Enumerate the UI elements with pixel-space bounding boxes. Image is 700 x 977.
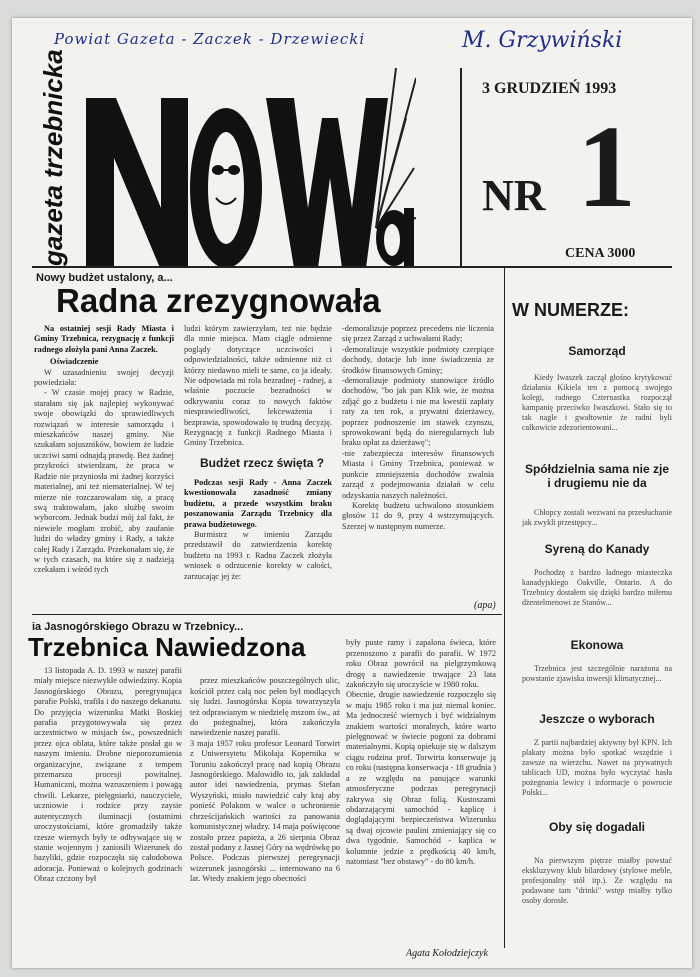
- sidebar-item-title: Oby się dogadali: [548, 820, 646, 834]
- sidebar-item-text: Z partii najbardziej aktywny był KPN. Ich plakaty można było spotkać wszędzie i zawsze na wierzchu. Nawet na prywatnych tablicach UD, można było wyczytać hasła pożegnania lewicy i informacje o powrocie Polski...: [522, 738, 672, 797]
- article1-paragraph: - W czasie mojej pracy w Radzie, starałam się jak najlepiej wykonywać swoje obowiązki do sprawiedliwych rozwiązań w interesie samorządu i mieszkańców naszej gminy. Nie szukałam sojuszników, bowiem że ludzie uczciwi sami odnajdą prawdę. Bez żadnej przykrości stwierdzam, że praca w Radzie nie przyniosła mi żadnej korzyści materialnej, ani też niematerialnej. W tej mierze nie rozczarowałam się, a pracę swą traktowałam, jako służbę swoim wyborcom. Jednak budzi mój żal fakt, że niewiele mogłam zrobić, aby zaufanie ludzi do władzy gminy i Rady, a także całej Rady i Zarządu. Przekonałam się, że w tych czasach, na które się z nadzieją czekałam i wśród tych: [34, 388, 174, 575]
- handwritten-note-left: Powiat Gazeta - Zaczek - Drzewiecki: [54, 30, 366, 48]
- handwritten-signature-right: M. Grzywiński: [462, 28, 623, 53]
- article2-paragraph: 13 listopada A. D. 1993 w naszej parafii miały miejsce niezwykłe odwiedziny. Kopia Jasnogórskiego Obrazu, peregrynująca parafie Polski, trafiła i do naszego dekanatu. Do przyjęcia wizerunku Matki Boskiej parafia przygotowywała się przez uczestnictwo w misjach św., powszednich przez ojca oblata, które także posłał go w naszym imieniu. Drobne nieporozumienia organizacyjne, związane z tempem przemarszu procesji powitalnej. Humaniczni, można wzruszeniem i powagą chwili. Lekarze, pielęgniarki, nauczyciele, uczniowie i rodzice przy zaysie autentycznych iluminacji (ostatnimi uroczystościami, które gromadziły także rzesze wiernych były te odbywające się w stanie wojennym ) zaniosili Wizerunek do bazyliki, gdzie rozpoczęła się całodobowa adoracja. Ponieważ o kolejnych godzinach Obraz czczony był: [34, 666, 182, 884]
- nowa-logo: [76, 58, 416, 288]
- article1-paragraph: -nie zabezpiecza interesów finansowych Miasta i Gminy Trzebnica, ponieważ w punkcie zmniejszenia dochodów zwalnia zarząd z podejmowania działań w celu odzyskania naszych należności.: [342, 448, 494, 500]
- sidebar-heading: W NUMERZE:: [512, 300, 629, 320]
- article1-signature: (apa): [474, 600, 496, 611]
- article1-column-1: [34, 324, 174, 594]
- sidebar-item-title: Syreną do Kanady: [544, 542, 650, 556]
- article2-paragraph: przez mieszkańców poszczególnych ulic, kościół przez całą noc pełen był modlących się ludzi. Jasnogórska Kopia towarzyszyła też odprawianym w niedzielę mszom św., aż do pożegnalnej, która zakończyła nawiedzenie naszej parafii. 3 maja 1957 roku profesor Leonard Torwirt z Uniwersytetu Mikołaja Kopernika w Toruniu zakończył pracę nad kopią Obrazu Jasnogórskiego. Malowidło to, jak zakładał autor idei nawiedzenia, prymas Stefan Wyszyński, miało nawiedzić cały kraj aby ponieść Polakom w walce o uchronienie chrześcijańskich wartości za panowania komunistycznej władzy. 14 maja poświęcone zostało przez papieża, a 26 sierpnia Obraz został podany z Jasnej Góry na wędrówkę po Polsce. Podczas pierwszej peregrynacji wizerunek jasnogórski ... internowano na 6 lat. Wtedy znakiem jego obecności: [190, 676, 340, 884]
- article1-kicker: Nowy budżet ustalony, a...: [36, 272, 173, 284]
- sidebar-item-text: Trzebnica jest szczególnie narażona na powstanie zjawiska inwersji klimatycznej...: [522, 664, 672, 683]
- masthead-rule: [32, 266, 672, 268]
- article2-kicker: ia Jasnogórskiego Obrazu w Trzebnicy...: [32, 621, 244, 633]
- sidebar-item-text: Na pierwszym piętrze miałby powstać ekskluzywny klub bilardowy (stylowe meble, profesjonalny stół itp.). Ze względu na podawane tam "drinki" wstęp miałby tylko osoby dorosłe.: [522, 856, 672, 905]
- article1-column-2b: [184, 478, 332, 608]
- sidebar-item-text: Pochodzę z bardzo ładnego miasteczka kanadyjskiego Oakville, Ontario. A do Trzebnicy dostałem się dzięki bardzo miłemu dżentelmenowi ze Stanów...: [522, 568, 672, 607]
- newspaper-page: [12, 18, 692, 968]
- article1-headline: Radna zrezygnowała: [56, 282, 381, 319]
- article1-paragraph: -demoralizuje wszystkie podmioty czerpiące dochody, dotacje lub inne świadczenia ze środków finansowych Gminy;: [342, 344, 494, 375]
- article1-paragraph: W uzasadnieniu swojej decyzji powiedziała:: [34, 367, 174, 388]
- article-divider: [32, 614, 502, 615]
- sidebar-item-text: Chłopcy zostali wezwani na przesłuchanie jak zwykli przestępcy...: [522, 508, 672, 527]
- sidebar-item-title: Spółdzielnia sama nie zje i drugiemu nie da: [524, 462, 670, 490]
- issue-number-label: NR: [482, 171, 546, 220]
- article2-signature: Agata Kołodziejczyk: [406, 948, 488, 959]
- sidebar-item-title: Jeszcze o wyborach: [539, 712, 655, 726]
- article1-subheadline: Budżet rzecz święta ?: [200, 456, 325, 470]
- article2-column-1: [34, 666, 182, 948]
- article1-paragraph: Korektę budżetu uchwalono stosunkiem głosów 11 do 9, przy 4 wstrzymujących. Szerzej w następnym numerze.: [342, 500, 494, 531]
- article1-paragraph: ludzi którym zawierzyłam, też nie będzie dla mnie miejsca. Mam ciągle odmienne poglądy dotyczące uczciwości i odpowiedzialności, także odmienne niż ci którzy niedawno mieli te same, co ja ideały. Nie odpowiada mi rola bezradnej - radnej, a właśnie poczucie bezradności w odkrywaniu coraz to nowych faktów niesprawiedliwości, lekceważenia i bezprawia, spowodowało tę trudną decyzję. Rezygnację z funkcji Radnego Miasta i Gminy Trzebnica.: [184, 324, 332, 448]
- issue-price: CENA 3000: [565, 246, 636, 261]
- article2-paragraph: były puste ramy i zapalona świeca, które przenoszono z parafii do parafii. W 1972 roku Obraz powrócił na pielgrzymkową drogę a nawiedzenie trwające 23 lata zakończyło się uroczyście w 1980 roku. Obecnie, drugie nawiedzenie rozpoczęło się w maju 1985 roku i ma już niemal koniec. Ma jednocześć wiernych i być widzialnym znakiem wartości moralnych, które warto pielęgnować w świecie pogoni za dobrami materialnymi. Kopią opiekuje się w dalszym ciągu rodzina prof. Torwirta konserwuje ją co roku (następna konserwacja - 18 grudnia ) a ze względu na panujące warunki atmosferyczne podczas peregrynacji zakrywa się Obraz folią. Kustoszami obdarzającymi samochód - kaplicę i doglądającymi bezpieczeństwa Wizerunku są dwaj ojcowie paulini zmieniający się co dwa tygodnie. Samochód - kaplica w kolumnie jedzie z prędkością 40 km/h, natomiast "bez obstawy" - do 80 km/h.: [346, 638, 496, 866]
- article1-paragraph: Burmistrz w imieniu Zarządu przedstawił do zatwierdzenia korektę budżetu na 1993 r. Radna Zaczek złożyła wniosek o odrzucenie korekty w całości, zarzucając jej że:: [184, 530, 332, 581]
- sidebar-divider: [504, 268, 505, 948]
- article1-lead: Na ostatniej sesji Rady Miasta i Gminy Trzebnica, rezygnację z funkcji radnego złożyła pani Anna Zaczek.: [34, 324, 174, 354]
- article1-paragraph: -demoralizuje poprzez precedens nie liczenia się przez Zarząd z uchwałami Rady;: [342, 324, 494, 344]
- article1-column-3: [342, 324, 494, 594]
- article1-paragraph: -demoralizuje podmioty stanowiące źródło dochodów, "bo jak pan Klik wie, że można zdjąć go z budżetu i nie ma kwestii zapłaty raty za ten rok, a prywatni dzierżawcy, poprzez podnoszenie im stawek czynszu, sprowokowani będą do nieregularnych lub braku opłat za dzierżawę";: [342, 376, 494, 448]
- sidebar-item-text: Kiedy Iwaszek zaczął głośno krytykować działania Kikiela ten z pomocą swojego kolegi, radnego Czternastka rozpoczął kampanię przeciwko Iwaszkowi. Stało się to tak nagle i gwałtownie że radni byli całkowicie zdezorientowani...: [522, 373, 672, 432]
- article2-column-3: [346, 628, 496, 940]
- article1-subhead: Oświadczenie: [50, 357, 99, 367]
- masthead-divider-vertical: [460, 68, 462, 268]
- sidebar-item-title: Samorząd: [568, 344, 626, 358]
- article1-paragraph: Podczas sesji Rady - Anna Zaczek kwestionowała zasadność zmiany budżetu, a przede wszystkim braku poszanowania Zarządu Trzebnicy dla prawa budżetowego.: [184, 478, 332, 529]
- sidebar-item-title: Ekonowa: [570, 638, 624, 652]
- article2-column-2: [190, 666, 340, 948]
- article2-headline: Trzebnica Nawiedzona: [28, 632, 306, 662]
- vertical-title: gazeta trzebnicka: [38, 49, 68, 266]
- issue-date: 3 GRUDZIEŃ 1993: [482, 80, 617, 97]
- issue-number: 1: [577, 101, 636, 232]
